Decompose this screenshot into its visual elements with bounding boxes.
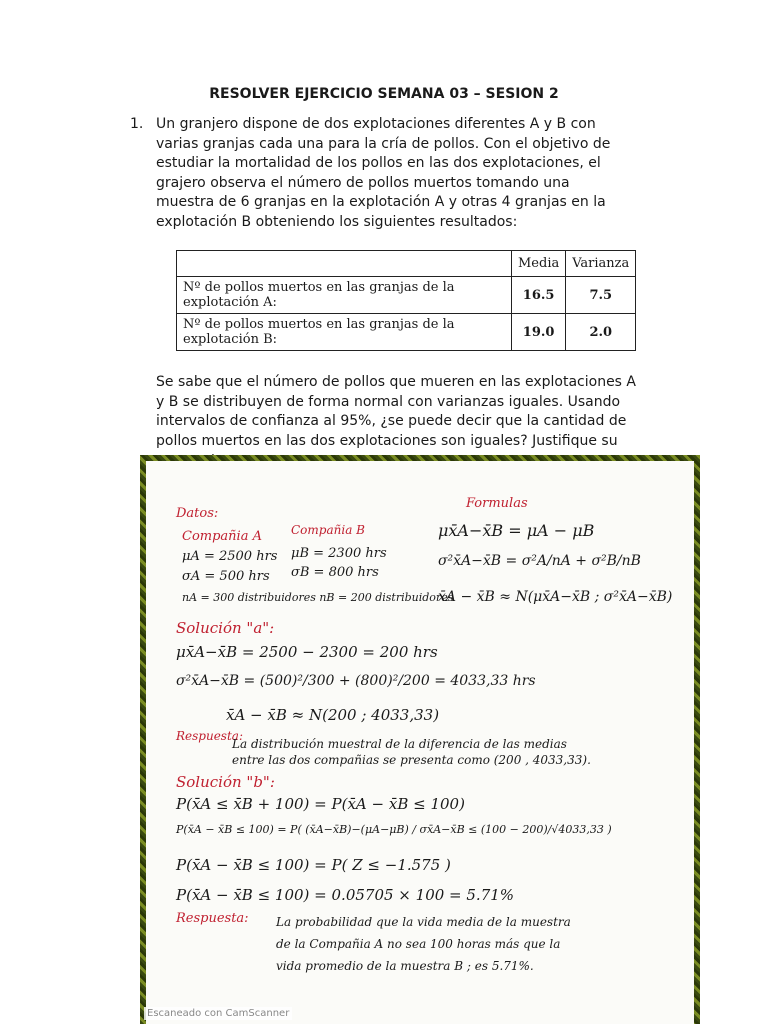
hw-solucion-a: Solución "a":	[176, 619, 275, 637]
header-media: Media	[512, 251, 566, 277]
hw-respuesta-2-line-2: de la Compañia A no sea 100 horas más que la	[276, 937, 561, 951]
hw-respuesta-1-label: Respuesta:	[176, 729, 243, 743]
row-label: Nº de pollos muertos en las granjas de la explotación A:	[177, 277, 512, 314]
hw-formula-2: σ²x̄A−x̄B = σ²A/nA + σ²B/nB	[438, 553, 641, 569]
hw-b-line-1: P(x̄A ≤ x̄B + 100) = P(x̄A − x̄B ≤ 100)	[176, 795, 465, 813]
scanned-solution	[140, 455, 700, 1024]
hw-b-line-4: P(x̄A − x̄B ≤ 100) = 0.05705 × 100 = 5.71%	[176, 886, 515, 904]
hw-respuesta-1-line-1: La distribución muestral de la diferencia de las medias	[232, 737, 567, 751]
row-label: Nº de pollos muertos en las granjas de la explotación B:	[177, 314, 512, 351]
hw-sigma-b: σB = 800 hrs	[291, 565, 379, 580]
hw-line-2: σ²x̄A−x̄B = (500)²/300 + (800)²/200 = 4033,33 hrs	[176, 673, 536, 689]
hw-mu-a: μA = 2500 hrs	[182, 549, 278, 564]
row-media: 16.5	[512, 277, 566, 314]
scanned-paper	[146, 461, 694, 1024]
hw-formula-3: x̄A − x̄B ≈ N(μx̄A−x̄B ; σ²x̄A−x̄B)	[438, 589, 673, 605]
page-title: RESOLVER EJERCICIO SEMANA 03 – SESION 2	[209, 86, 559, 102]
hw-respuesta-2-label: Respuesta:	[176, 911, 249, 926]
hw-formula-1: μx̄A−x̄B = μA − μB	[438, 521, 595, 540]
hw-b-line-3: P(x̄A − x̄B ≤ 100) = P( Z ≤ −1.575 )	[176, 856, 451, 874]
hw-line-1: μx̄A−x̄B = 2500 − 2300 = 200 hrs	[176, 643, 438, 661]
hw-respuesta-2-line-3: vida promedio de la muestra B ; es 5.71%.	[276, 959, 534, 973]
table-header-row	[177, 251, 636, 277]
hw-n-ab: nA = 300 distribuidores nB = 200 distribuidores	[182, 591, 454, 604]
problem-paragraph: Se sabe que el número de pollos que mueren en las explotaciones A y B se distribuyen de forma normal con varianzas iguales. Usando intervalos de confianza al 95%, ¿se puede decir que la cantidad de pollos muertos en las dos explotaciones son iguales? Justifique su	[156, 374, 637, 449]
hw-respuesta-1-line-2: entre las dos compañias se presenta como (200 , 4033,33).	[232, 753, 591, 767]
hw-compania-a: Compañia A	[182, 529, 262, 544]
hw-solucion-b: Solución "b":	[176, 773, 275, 791]
hw-line-3: x̄A − x̄B ≈ N(200 ; 4033,33)	[226, 706, 440, 724]
row-varianza: 7.5	[566, 277, 636, 314]
results-table	[176, 250, 636, 351]
hw-formulas: Formulas	[466, 496, 528, 511]
row-varianza: 2.0	[566, 314, 636, 351]
hw-mu-b: μB = 2300 hrs	[291, 546, 387, 561]
row-media: 19.0	[512, 314, 566, 351]
camscanner-watermark: Escaneado con CamScanner	[144, 1007, 292, 1020]
hw-datos: Datos:	[176, 506, 219, 521]
header-varianza: Varianza	[566, 251, 636, 277]
hw-compania-b: Compañia B	[291, 523, 365, 537]
question-1	[132, 115, 632, 232]
hw-respuesta-2-line-1: La probabilidad que la vida media de la muestra	[276, 915, 571, 929]
table-row	[177, 314, 636, 351]
header-blank	[177, 251, 512, 277]
hw-sigma-a: σA = 500 hrs	[182, 569, 270, 584]
question-text: Un granjero dispone de dos explotaciones diferentes A y B con varias granjas cada una para la cría de pollos. Con el objetivo de estudiar la mortalidad de los pollos en las dos explotaciones, el grajero observa el número de pollos muertos tomando una muestra de 6 granjas en la explotación A y otras 4 granjas en la explotación B obteniendo los siguientes resultados:	[156, 116, 611, 230]
question-number: 1.	[130, 116, 144, 132]
table-row	[177, 277, 636, 314]
hw-b-line-2: P(x̄A − x̄B ≤ 100) = P( (x̄A−x̄B)−(μA−μB) / σx̄A−x̄B ≤ (100 − 200)/√4033,33 )	[176, 823, 612, 836]
